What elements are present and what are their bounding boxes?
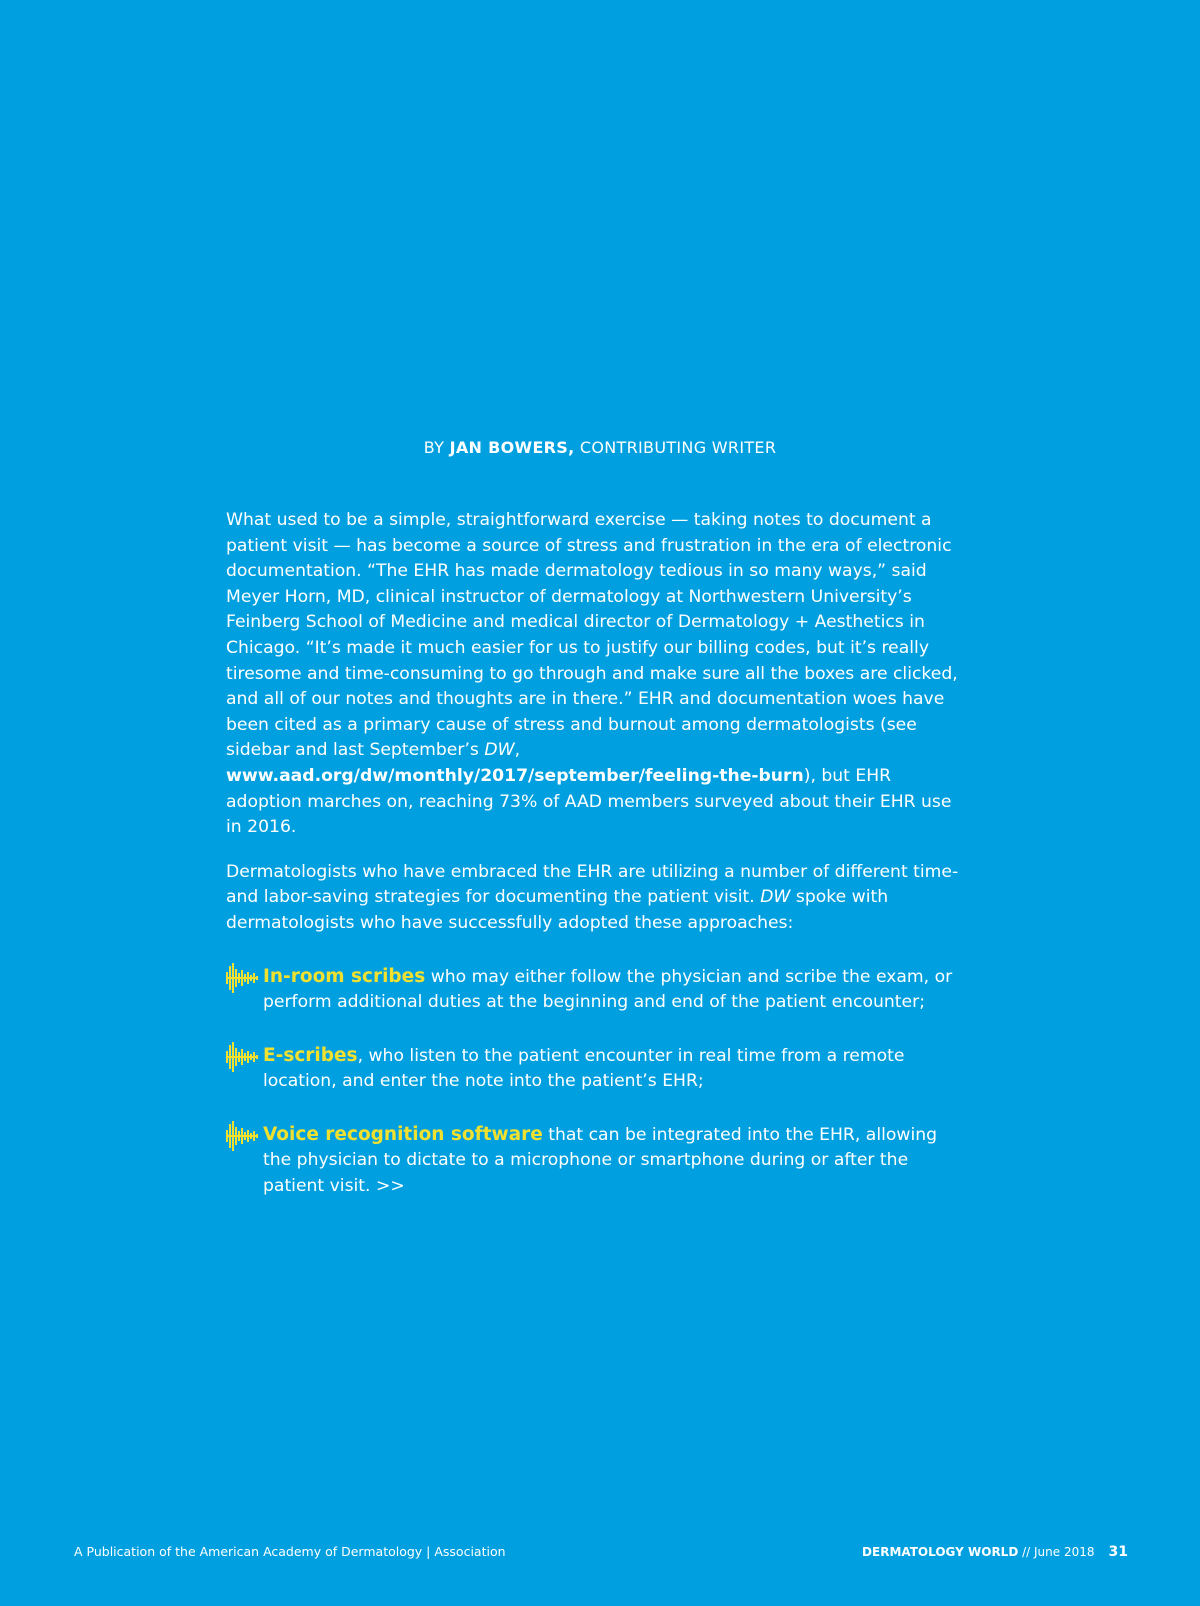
list-item bbox=[226, 964, 966, 1016]
paragraph-text: , bbox=[514, 740, 521, 761]
list-item bbox=[226, 1043, 966, 1095]
paragraph-text: ), but EHR adoption marches on, reaching 73% of AAD members surveyed about their EHR use in 2016. bbox=[226, 765, 952, 838]
paragraph-text: Dermatologists who have embraced the EHR are utilizing a number of different time- and labor-saving strategies for documenting the patient visit. bbox=[226, 861, 959, 908]
footer-publication: A Publication of the American Academy of Dermatology | Association bbox=[74, 1544, 506, 1559]
footer-issue-date: June 2018 bbox=[1034, 1545, 1095, 1559]
bullet-highlight: E-scribes bbox=[263, 1044, 358, 1066]
footer-magazine-name: DERMATOLOGY WORLD bbox=[862, 1545, 1019, 1559]
paragraph-text: spoke with dermatologists who have successfully adopted these approaches: bbox=[226, 887, 889, 933]
bullet-highlight: In-room scribes bbox=[263, 965, 426, 987]
article-link[interactable]: www.aad.org/dw/monthly/2017/september/feeling-the-burn bbox=[226, 765, 804, 786]
bullet-text: , who listen to the patient encounter in real time from a remote location, and enter the note into the patient’s EHR; bbox=[263, 1045, 905, 1092]
bullet-highlight: Voice recognition software bbox=[263, 1123, 543, 1145]
strategy-list bbox=[226, 964, 966, 1200]
soundwave-icon bbox=[226, 1042, 258, 1072]
page-number: 31 bbox=[1108, 1544, 1128, 1560]
paragraph-text: What used to be a simple, straightforward exercise — taking notes to document a patient visit — has become a source of stress and frustration in the era of electronic documentation. “The EHR has made dermatology tedious in so many ways,” said Meyer Horn, MD, clinical instructor of dermatology at Northwestern University’s Feinberg School of Medicine and medical director of Dermatology + Aesthetics in Chicago. “It’s made it much easier for us to justify our billing codes, but it’s really tiresome and time-consuming to go through and make sure all the boxes are clicked, and all of our notes and thoughts are in there.” EHR and documentation woes have been cited as a primary cause of stress and burnout among dermatologists (see sidebar and last September’s bbox=[226, 510, 958, 761]
list-item bbox=[226, 1122, 966, 1200]
byline bbox=[0, 438, 1200, 458]
bullet-text: who may either follow the physician and scribe the exam, or perform additional duties at the beginning and end of the patient encounter; bbox=[263, 966, 953, 1013]
byline-role: CONTRIBUTING WRITER bbox=[579, 438, 777, 457]
footer-separator: // bbox=[1018, 1545, 1035, 1559]
magazine-abbreviation: DW bbox=[484, 740, 515, 761]
soundwave-icon bbox=[226, 963, 258, 993]
bullet-text: that can be integrated into the EHR, allowing the physician to dictate to a microphone or smartphone during or after the patient visit. >> bbox=[263, 1124, 938, 1197]
article-paragraph-2 bbox=[226, 860, 966, 937]
soundwave-icon bbox=[226, 1121, 258, 1151]
magazine-abbreviation: DW bbox=[760, 887, 791, 908]
article-paragraph-1 bbox=[226, 508, 966, 841]
footer-issue-info bbox=[862, 1544, 1128, 1560]
byline-author: JAN BOWERS, bbox=[449, 438, 575, 457]
article-body bbox=[226, 508, 966, 1227]
byline-prefix: BY bbox=[423, 438, 445, 457]
